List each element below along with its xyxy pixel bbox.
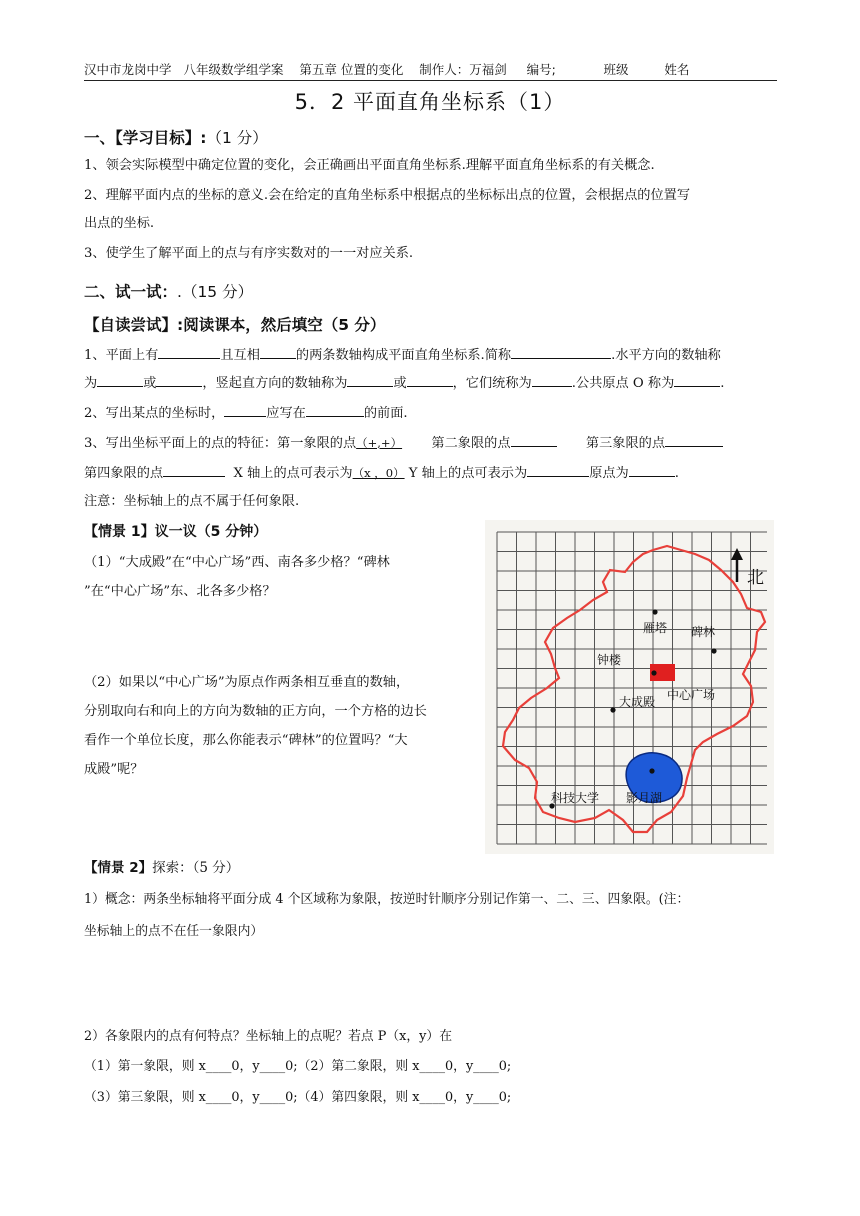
fill-line-1: 1、平面上有 且互相 的两条数轴构成平面直角坐标系.简称 .水平方向的数轴称 [84, 344, 721, 366]
note: 注意：坐标轴上的点不属于任何象限. [84, 494, 300, 509]
concept-line: 坐标轴上的点不在任一象限内） [84, 924, 264, 939]
blank[interactable] [674, 372, 720, 387]
quadrant-row: （3）第三象限，则 x____0，y____0;（4）第四象限，则 x____0，y____0; [84, 1090, 512, 1105]
blank[interactable] [665, 432, 723, 447]
answer-x-axis: （x ，0） [352, 466, 405, 480]
dot-dachengdian [610, 707, 615, 712]
scene1-q1-line: ”在“中心广场”东、北各多少格？ [84, 584, 276, 599]
scene2-heading: 【情景 2】探索：（5 分） [84, 860, 240, 876]
scene1-heading: 【情景 1】议一议（5 分钟） [84, 524, 268, 540]
page-title: 5．2 平面直角坐标系（1） [294, 90, 566, 114]
city-map [485, 520, 774, 854]
blank[interactable] [511, 344, 611, 359]
scene1-q2-line: 分别取向右和向上的方向为数轴的正方向，一个方格的边长 [84, 704, 427, 719]
goal-item: 3、使学生了解平面上的点与有序实数对的一一对应关系. [84, 246, 414, 261]
blank[interactable] [407, 372, 453, 387]
header-class: 班级 [603, 62, 629, 77]
quadrant-row: （1）第一象限，则 x____0，y____0;（2）第二象限，则 x____0，y____0; [84, 1059, 512, 1074]
answer-quadrant-1: （+,+） [356, 436, 403, 450]
scene1-q2-line: （2）如果以“中心广场”为原点作两条相互垂直的数轴， [84, 675, 410, 690]
blank[interactable] [163, 462, 225, 477]
dot-lake [649, 768, 654, 773]
section-goals-heading: 一、【学习目标】:（1 分） [84, 129, 268, 147]
label-keji: 科技大学 [551, 791, 600, 805]
blank[interactable] [97, 372, 143, 387]
label-beilin: 碑林 [691, 625, 716, 639]
blank[interactable] [306, 402, 364, 417]
dot-beilin [711, 648, 716, 653]
fill-line-3: 2、写出某点的坐标时， 应写在 的前面. [84, 402, 408, 424]
city-map-figure [485, 520, 774, 854]
label-zhonglou: 钟楼 [597, 653, 622, 667]
question-line: 2）各象限内的点有何特点？坐标轴上的点呢？若点 P（x，y）在 [84, 1029, 452, 1044]
header-rule [84, 80, 777, 81]
north-label: 北 [747, 568, 764, 588]
fill-line-5: 第四象限的点 X 轴上的点可表示为（x ，0） Y 轴上的点可表示为 原点为 . [84, 462, 679, 484]
north-arrow [731, 548, 743, 582]
label-center: 中心广场 [667, 688, 716, 702]
blank[interactable] [260, 344, 296, 359]
scene1-q2-line: 看作一个单位长度，那么你能表示“碑林”的位置吗？“大 [84, 733, 408, 748]
blank[interactable] [224, 402, 266, 417]
scene1-q1-line: （1）“大成殿”在“中心广场”西、南各多少格？“碑林 [84, 555, 390, 570]
page-header [84, 60, 779, 78]
header-author: 制作人：万福剑 [419, 62, 507, 77]
self-read-heading: 【自读尝试】:阅读课本，然后填空（5 分） [84, 316, 386, 334]
header-group: 八年级数学组学案 [183, 62, 284, 77]
blank[interactable] [511, 432, 557, 447]
blank[interactable] [629, 462, 675, 477]
label-yanta: 雁塔 [643, 621, 668, 635]
header-chapter: 第五章 位置的变化 [299, 62, 404, 77]
fill-line-2: 为 或 ，竖起直方向的数轴称为 或 ，它们统称为 .公共原点 O 称为 . [84, 372, 724, 394]
dot-center [651, 670, 656, 675]
goal-item: 1、领会实际模型中确定位置的变化，会正确画出平面直角坐标系.理解平面直角坐标系的有关概念. [84, 158, 655, 173]
section-try-heading: 二、试一试：.（15 分） [84, 283, 254, 301]
concept-line: 1）概念：两条坐标轴将平面分成 4 个区域称为象限，按逆时针顺序分别记作第一、二、三、四象限。(注： [84, 892, 690, 907]
blank[interactable] [527, 462, 589, 477]
header-name: 姓名 [664, 62, 690, 77]
blank[interactable] [347, 372, 393, 387]
blank[interactable] [532, 372, 572, 387]
dot-yanta [652, 609, 657, 614]
fill-line-4: 3、写出坐标平面上的点的特征：第一象限的点（+,+） 第二象限的点 第三象限的点 [84, 432, 723, 454]
header-number: 编号; [526, 62, 556, 77]
blank[interactable] [158, 344, 220, 359]
label-dachengdian: 大成殿 [619, 695, 656, 709]
header-school: 汉中市龙岗中学 [84, 62, 172, 77]
blank[interactable] [156, 372, 202, 387]
scene1-q2-line: 成殿”呢？ [84, 762, 144, 777]
goal-item: 2、理解平面内点的坐标的意义.会在给定的直角坐标系中根据点的坐标标出点的位置，会根据点的位置写 [84, 188, 691, 203]
goal-item: 出点的坐标. [84, 216, 155, 231]
label-yingyuehu: 影月湖 [626, 791, 663, 805]
